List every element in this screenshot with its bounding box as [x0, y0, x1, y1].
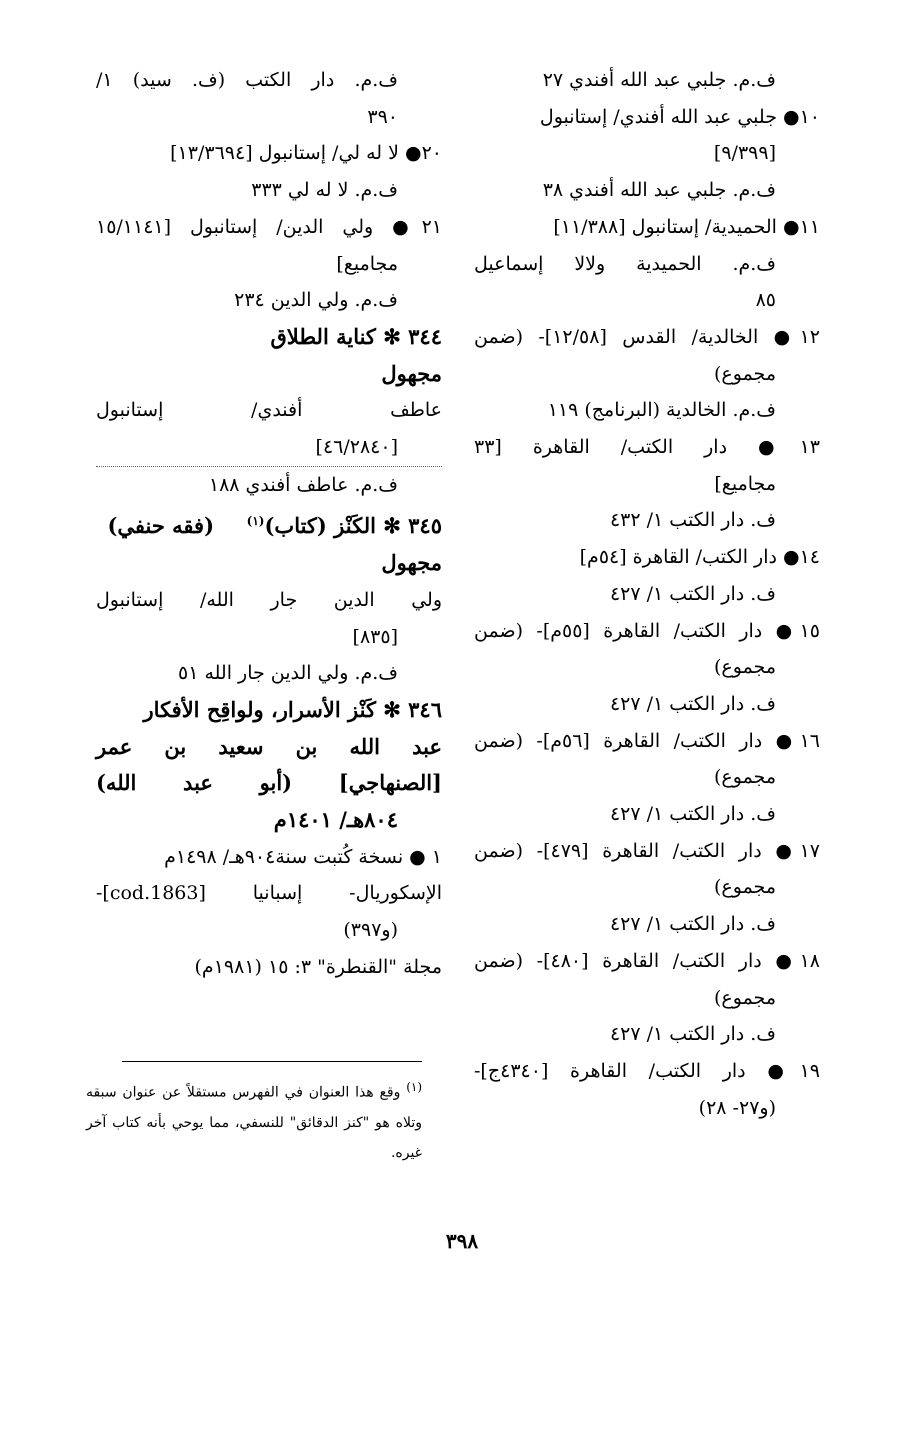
footnote-marker: (١): [246, 514, 265, 529]
right-column: [474, 62, 820, 1126]
entry-continuation: مجموع): [714, 362, 776, 385]
entry-continuation: (و٢٧- ٢٨): [698, 1096, 776, 1119]
manuscript-entry: ١٩● دار الكتب/ القاهرة [٤٣٤٠ج]-: [474, 1059, 820, 1082]
reference-line: ف.م. جلبي عبد الله أفندي ٢٧: [542, 69, 776, 91]
reference-line: ف. دار الكتب ١/ ٤٢٧: [609, 1023, 776, 1046]
entry-continuation: ٣٩٠: [367, 105, 398, 128]
work-author: عبد الله بن سعيد بن عمر: [96, 733, 442, 759]
work-author: مجهول: [381, 550, 442, 576]
entry-continuation: [٨٣٥]: [352, 625, 398, 648]
entry-continuation: مجموع): [714, 766, 776, 789]
reference-line: ف.م. جلبي عبد الله أفندي ٣٨: [542, 179, 776, 202]
left-column: [96, 62, 442, 986]
reference-line: ف. دار الكتب ١/ ٤٢٧: [609, 582, 776, 605]
manuscript-entry: ١٧● دار الكتب/ القاهرة [٤٧٩]- (ضمن: [474, 839, 821, 862]
work-title: [96, 503, 442, 545]
footnote-text: وقع هذا العنوان في الفهرس مستقلاً عن عنوان سبقه وتلاه هو "كنز الدقائق" للنسفي، مما يوحي بأنه كتاب آخر غيره.: [86, 1084, 422, 1161]
footnote-marker: (١): [406, 1080, 423, 1094]
work-author: مجهول: [381, 360, 442, 386]
library-line: عاطف أفندي/ إستانبول: [96, 399, 442, 422]
entry-continuation: (و٣٩٧): [343, 919, 398, 942]
reference-line: ف.م. دار الكتب (ف. سيد) ١/: [96, 69, 398, 91]
reference-line: ف.م. عاطف أفندي ١٨٨: [96, 466, 442, 504]
entry-continuation: مجموع): [714, 986, 776, 1009]
footnote: [86, 1072, 422, 1168]
reference-line: ف.م. لا له لي ٣٣٣: [251, 179, 398, 202]
entry-continuation: [٤٦/٢٨٤٠]: [315, 436, 398, 459]
entry-continuation: مجاميع]: [336, 252, 398, 275]
manuscript-entry: ١٠● جلبي عبد الله أفندي/ إستانبول: [539, 105, 820, 128]
work-author: [الصنهاجي] (أبو عبد الله): [96, 770, 442, 796]
manuscript-entry: ٢١● ولي الدين/ إستانبول [١٥/١١٤١: [96, 215, 442, 238]
manuscript-entry: ٢٠● لا له لي/ إستانبول [١٣/٣٦٩٤]: [170, 142, 442, 165]
reference-line: ف.م. الخالدية (البرنامج) ١١٩: [547, 399, 776, 422]
manuscript-entry: ١٦● دار الكتب/ القاهرة [٥٦م]- (ضمن: [474, 729, 820, 752]
manuscript-entry: ١١● الحميدية/ إستانبول [١١/٣٨٨]: [553, 215, 820, 238]
library-line: ولي الدين جار الله/ إستانبول: [96, 588, 442, 611]
reference-line: مجلة "القنطرة" ٣: ١٥ (١٩٨١م): [194, 955, 442, 978]
reference-line: ف.م. الحميدية ولالا إسماعيل: [474, 252, 776, 275]
author-dates: ٨٠٤هـ/ ١٤٠١م: [273, 807, 398, 833]
manuscript-entry: ١٢● الخالدية/ القدس [١٢/٥٨]- (ضمن: [474, 325, 820, 348]
entry-continuation: [٩/٣٩٩]: [713, 142, 776, 165]
footnote-divider: [122, 1061, 422, 1062]
manuscript-entry: ١٥● دار الكتب/ القاهرة [٥٥م]- (ضمن: [474, 619, 820, 642]
reference-line: ف. دار الكتب ١/ ٤٣٢: [609, 509, 776, 532]
reference-line: ف.م. ولي الدين ٢٣٤: [234, 289, 398, 312]
entry-continuation: مجموع): [714, 876, 776, 899]
entry-continuation: ٨٥: [755, 289, 776, 312]
work-subject: (فقه حنفي): [107, 513, 215, 539]
entry-continuation: مجاميع]: [714, 472, 776, 495]
reference-line: ف. دار الكتب ١/ ٤٢٧: [609, 913, 776, 936]
work-title: ٣٤٤ ✻ كناية الطلاق: [270, 323, 442, 349]
reference-line: ف. دار الكتب ١/ ٤٢٧: [609, 803, 776, 826]
manuscript-entry: ١٣● دار الكتب/ القاهرة [٣٣: [474, 436, 820, 459]
manuscript-entry: ١ ● نسخة كُتبت سنة٩٠٤هـ/ ١٤٩٨م: [164, 845, 442, 868]
reference-line: ف. دار الكتب ١/ ٤٢٧: [609, 692, 776, 715]
manuscript-entry: ١٨● دار الكتب/ القاهرة [٤٨٠]- (ضمن: [474, 949, 821, 972]
page-number: ٣٩٨: [445, 1229, 479, 1253]
work-title: ٣٤٦ ✻ كَنْز الأسرار، ولواقِح الأفكار: [143, 696, 442, 722]
manuscript-entry: ١٤● دار الكتب/ القاهرة [٥٤م]: [579, 546, 820, 569]
reference-line: ف.م. ولي الدين جار الله ٥١: [177, 662, 398, 685]
entry-continuation: مجموع): [714, 656, 776, 679]
work-title-text: ٣٤٥ ✻ الكَنْز (كتاب): [264, 513, 442, 539]
library-line: الإسكوريال- إسبانيا [cod.1863]-: [96, 882, 442, 905]
